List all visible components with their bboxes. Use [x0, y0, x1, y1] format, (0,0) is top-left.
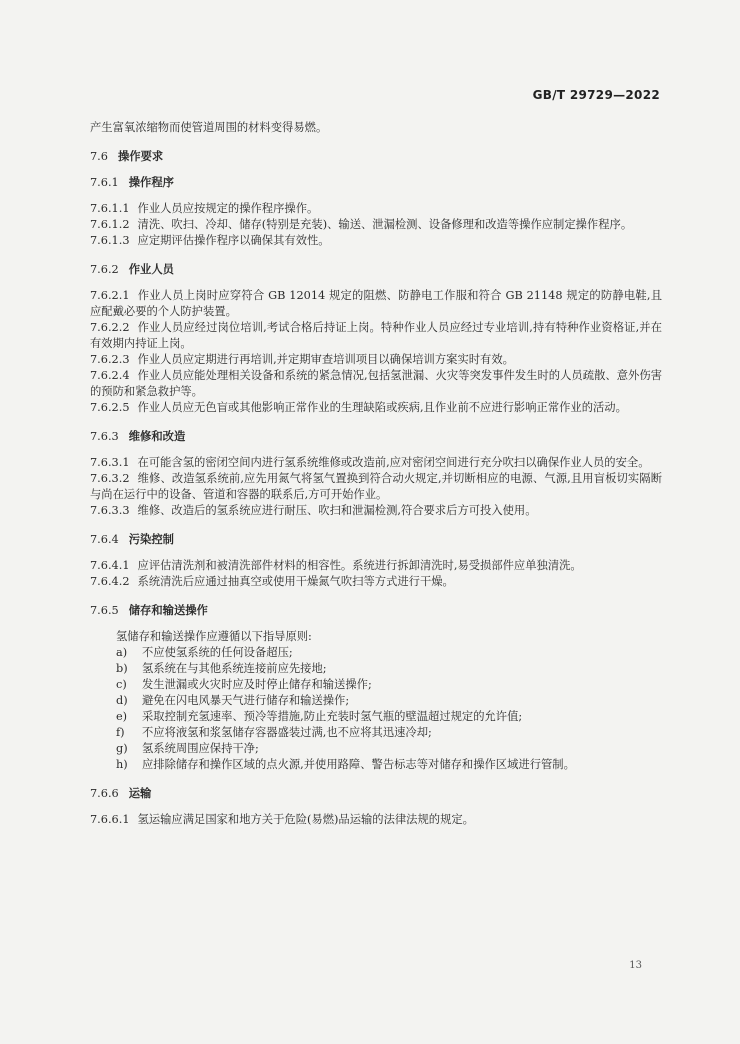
subsection-heading-7-6-6: [90, 786, 662, 802]
list-item: [116, 725, 662, 741]
clause-number: 7.6.4.2: [90, 575, 130, 588]
subsection-title: 操作程序: [128, 176, 174, 189]
list-label: f): [116, 726, 125, 739]
guideline-list: [90, 645, 662, 773]
clause-text: 作业人员应能处理相关设备和系统的紧急情况,包括氢泄漏、火灾等突发事件发生时的人员疏散、意外伤害的预防和紧急救护等。: [90, 369, 662, 398]
list-item: [116, 661, 662, 677]
clause: [90, 233, 662, 249]
subsection-number: 7.6.3: [90, 430, 119, 443]
clause-number: 7.6.2.5: [90, 401, 130, 414]
intro-line: 产生富氧浓缩物而使管道周围的材料变得易燃。: [90, 121, 328, 134]
standard-code: GB/T 29729—2022: [532, 88, 660, 102]
subsection-heading-7-6-2: [90, 262, 662, 278]
clause: [90, 503, 662, 519]
clause-number: 7.6.3.1: [90, 456, 130, 469]
clause: [90, 217, 662, 233]
clause: [90, 400, 662, 416]
clause-text: 维修、改造后的氢系统应进行耐压、吹扫和泄漏检测,符合要求后方可投入使用。: [137, 504, 537, 517]
clause: [90, 471, 662, 503]
clause-text: 应评估清洗剂和被清洗部件材料的相容性。系统进行拆卸清洗时,易受损部件应单独清洗。: [137, 559, 582, 572]
subsection-title: 作业人员: [128, 263, 174, 276]
clause: [90, 368, 662, 400]
list-label: b): [116, 662, 128, 675]
subsection-number: 7.6.4: [90, 533, 119, 546]
page-content: [90, 120, 662, 828]
clause-text: 应定期评估操作程序以确保其有效性。: [137, 234, 330, 247]
list-item: [116, 757, 662, 773]
list-label: d): [116, 694, 128, 707]
clause-number: 7.6.2.1: [90, 289, 130, 302]
list-text: 发生泄漏或火灾时应及时停止储存和输送操作;: [142, 678, 372, 691]
subsection-heading-7-6-4: [90, 532, 662, 548]
subsection-number: 7.6.5: [90, 604, 119, 617]
list-text: 氢系统周围应保持干净;: [142, 742, 259, 755]
clause-number: 7.6.3.3: [90, 504, 130, 517]
list-item: [116, 677, 662, 693]
list-text: 应排除储存和操作区域的点火源,并使用路障、警告标志等对储存和操作区域进行管制。: [142, 758, 575, 771]
subsection-number: 7.6.1: [90, 176, 119, 189]
list-text: 不应使氢系统的任何设备超压;: [142, 646, 293, 659]
clause: [90, 574, 662, 590]
clause-number: 7.6.2.3: [90, 353, 130, 366]
clause: [90, 812, 662, 828]
clause: [90, 288, 662, 320]
clause-number: 7.6.1.1: [90, 202, 130, 215]
list-item: [116, 709, 662, 725]
clause-text: 作业人员应按规定的操作程序操作。: [137, 202, 319, 215]
subsection-title: 储存和输送操作: [128, 604, 208, 617]
subsection-title: 维修和改造: [128, 430, 186, 443]
clause: [90, 455, 662, 471]
clause-text: 作业人员应无色盲或其他影响正常作业的生理缺陷或疾病,且作业前不应进行影响正常作业的活动。: [137, 401, 627, 414]
subsection-heading-7-6-1: [90, 175, 662, 191]
subsection-title: 运输: [128, 787, 152, 800]
clause-text: 作业人员上岗时应穿符合 GB 12014 规定的阻燃、防静电工作服和符合 GB 21148 规定的防静电鞋,且应配戴必要的个人防护装置。: [90, 289, 662, 318]
clause-text: 系统清洗后应通过抽真空或使用干燥氮气吹扫等方式进行干燥。: [137, 575, 454, 588]
clause-text: 维修、改造氢系统前,应先用氮气将氢气置换到符合动火规定,并切断相应的电源、气源,且用盲板切实隔断与尚在运行中的设备、管道和容器的联系后,方可开始作业。: [90, 472, 662, 501]
clause-number: 7.6.1.2: [90, 218, 130, 231]
subsection-heading-7-6-3: [90, 429, 662, 445]
section-number: 7.6: [90, 150, 108, 163]
list-item: [116, 741, 662, 757]
list-label: e): [116, 710, 128, 723]
subsection-number: 7.6.6: [90, 787, 119, 800]
clause-text: 清洗、吹扫、冷却、储存(特别是充装)、输送、泄漏检测、设备修理和改造等操作应制定操作程序。: [137, 218, 633, 231]
list-label: h): [116, 758, 128, 771]
subsection-number: 7.6.2: [90, 263, 119, 276]
list-label: c): [116, 678, 127, 691]
list-label: g): [116, 742, 128, 755]
subsection-heading-7-6-5: [90, 603, 662, 619]
list-item: [116, 693, 662, 709]
list-text: 避免在闪电风暴天气进行储存和输送操作;: [142, 694, 350, 707]
page-number: 13: [629, 960, 642, 971]
list-item: [116, 645, 662, 661]
clause-text: 作业人员应经过岗位培训,考试合格后持证上岗。特种作业人员应经过专业培训,持有特种作业资格证,并在有效期内持证上岗。: [90, 321, 662, 350]
list-text: 采取控制充氢速率、预冷等措施,防止充装时氢气瓶的壁温超过规定的允许值;: [142, 710, 523, 723]
clause: [90, 201, 662, 217]
clause: [90, 320, 662, 352]
list-text: 氢系统在与其他系统连接前应先接地;: [142, 662, 327, 675]
clause-number: 7.6.4.1: [90, 559, 130, 572]
list-lead: 氢储存和输送操作应遵循以下指导原则:: [116, 630, 312, 643]
section-heading-7-6: [90, 149, 662, 165]
list-label: a): [116, 646, 128, 659]
clause-number: 7.6.3.2: [90, 472, 130, 485]
clause-number: 7.6.6.1: [90, 813, 130, 826]
clause-text: 氢运输应满足国家和地方关于危险(易燃)品运输的法律法规的规定。: [137, 813, 474, 826]
clause-text: 作业人员应定期进行再培训,并定期审查培训项目以确保培训方案实时有效。: [137, 353, 514, 366]
subsection-title: 污染控制: [128, 533, 174, 546]
clause: [90, 352, 662, 368]
clause-number: 7.6.2.4: [90, 369, 130, 382]
clause-number: 7.6.2.2: [90, 321, 130, 334]
clause-text: 在可能含氢的密闭空间内进行氢系统维修或改造前,应对密闭空间进行充分吹扫以确保作业人员的安全。: [137, 456, 650, 469]
clause-number: 7.6.1.3: [90, 234, 130, 247]
list-text: 不应将液氢和浆氢储存容器盛装过满,也不应将其迅速冷却;: [142, 726, 432, 739]
clause: [90, 558, 662, 574]
section-title: 操作要求: [117, 150, 164, 163]
